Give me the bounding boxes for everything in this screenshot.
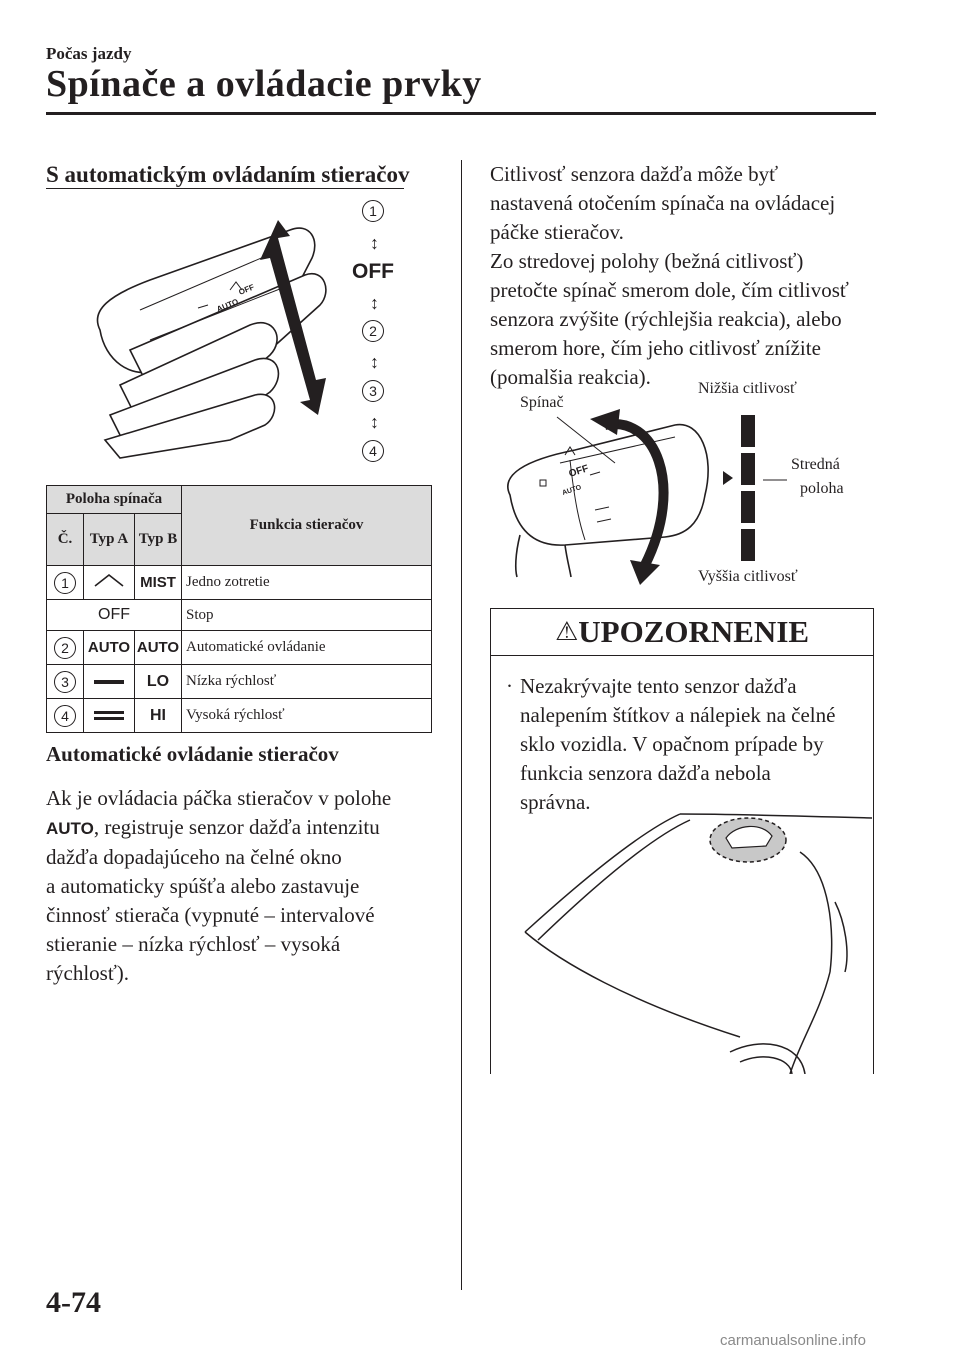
function-text: Nízka rýchlosť	[182, 665, 432, 699]
heading-auto-control: Automatické ovládanie stieračov	[46, 742, 339, 766]
caution-text: · Nezakrývajte tento senzor dažďa nalepením štítkov a nálepiek na čelné sklo vozidla. V opačnom prípade by funkcia senzora dažďa nebola správna.	[506, 674, 836, 814]
wiper-lever-illustration	[80, 200, 440, 470]
seq-arrow-icon: ↕	[370, 412, 379, 432]
column-divider	[461, 160, 462, 1290]
table-row	[47, 665, 432, 699]
function-text: Vysoká rýchlosť	[182, 699, 432, 733]
title-rule	[46, 112, 876, 115]
symbol-b: MIST	[135, 566, 182, 600]
symbol-a: AUTO	[84, 631, 135, 665]
table-header-function: Funkcia stieračov	[182, 486, 432, 566]
sensitivity-paragraph: Citlivosť senzora dažďa môže byť nastavená otočením spínača na ovládacej páčke stieračov. Zo stredovej polohy (bežná citlivosť) pretočte spínač smerom dole, čím citlivosť senzora zvýšite (rýchlejšia reakcia), alebo smerom hore, čím jeho citlivosť znížite (pomalšia reakcia).	[490, 162, 849, 389]
seq-arrow-icon: ↕	[370, 352, 379, 372]
section-label: Počas jazdy	[46, 44, 132, 63]
svg-text:AUTO: AUTO	[215, 297, 240, 314]
table-col-b: Typ B	[135, 514, 182, 566]
svg-text:AUTO: AUTO	[561, 484, 583, 497]
svg-text:OFF: OFF	[567, 463, 590, 480]
page-number: 4-74	[46, 1286, 101, 1319]
symbol-b: HI	[135, 699, 182, 733]
label-middle-2: poloha	[800, 480, 844, 497]
seq-arrow-icon: ↕	[370, 293, 379, 313]
row-number: 4	[54, 705, 76, 727]
table-row	[47, 566, 432, 600]
wiper-position-table	[46, 485, 432, 733]
row-number: 1	[54, 572, 76, 594]
windshield-sensor-illustration	[500, 812, 872, 1074]
sensitivity-switch-illustration	[495, 395, 795, 585]
function-text: Automatické ovládanie	[182, 631, 432, 665]
table-col-a: Typ A	[84, 514, 135, 566]
mist-arc-icon	[92, 572, 126, 588]
table-row	[47, 631, 432, 665]
subhead-rule	[46, 188, 404, 189]
label-middle-1: Stredná	[791, 456, 840, 473]
svg-text:OFF: OFF	[237, 282, 256, 297]
seq-1: 1	[362, 200, 384, 222]
label-switch: Spínač	[520, 394, 564, 411]
function-text: Jedno zotretie	[182, 566, 432, 600]
seq-arrow-icon: ↕	[370, 233, 379, 253]
symbol-off: OFF	[47, 600, 182, 631]
warning-icon: ⚠	[554, 617, 579, 647]
watermark: carmanualsonline.info	[720, 1332, 866, 1349]
label-lower-sensitivity: Nižšia citlivosť	[698, 380, 797, 397]
table-col-no: Č.	[47, 514, 84, 566]
auto-paragraph: Ak je ovládacia páčka stieračov v polohe AUTO, registruje senzor dažďa intenzitu dažďa dopadajúceho na čelné okno a automaticky spúšťa alebo zastavuje činnosť stierača (vypnuté – intervalové stieranie – nízka rýchlosť – vysoká rýchlosť).	[46, 786, 392, 985]
chapter-title: Spínače a ovládacie prvky	[46, 63, 482, 105]
table-row	[47, 600, 432, 631]
table-row	[47, 699, 432, 733]
seq-2: 2	[362, 320, 384, 342]
auto-symbol: AUTO	[46, 819, 94, 838]
seq-3: 3	[362, 380, 384, 402]
caution-header	[490, 608, 874, 656]
subhead-auto-wipers: S automatickým ovládaním stieračov	[46, 162, 410, 187]
bullet: ·	[506, 674, 513, 698]
double-bar-icon	[94, 711, 124, 720]
seq-off: OFF	[352, 260, 394, 283]
seq-4: 4	[362, 440, 384, 462]
caution-title: UPOZORNENIE	[578, 614, 810, 649]
row-number: 2	[54, 637, 76, 659]
symbol-b: LO	[135, 665, 182, 699]
symbol-b: AUTO	[135, 631, 182, 665]
function-text: Stop	[182, 600, 432, 631]
label-higher-sensitivity: Vyššia citlivosť	[698, 568, 798, 585]
row-number: 3	[54, 671, 76, 693]
table-header-position: Poloha spínača	[47, 486, 182, 514]
single-bar-icon	[94, 680, 124, 684]
